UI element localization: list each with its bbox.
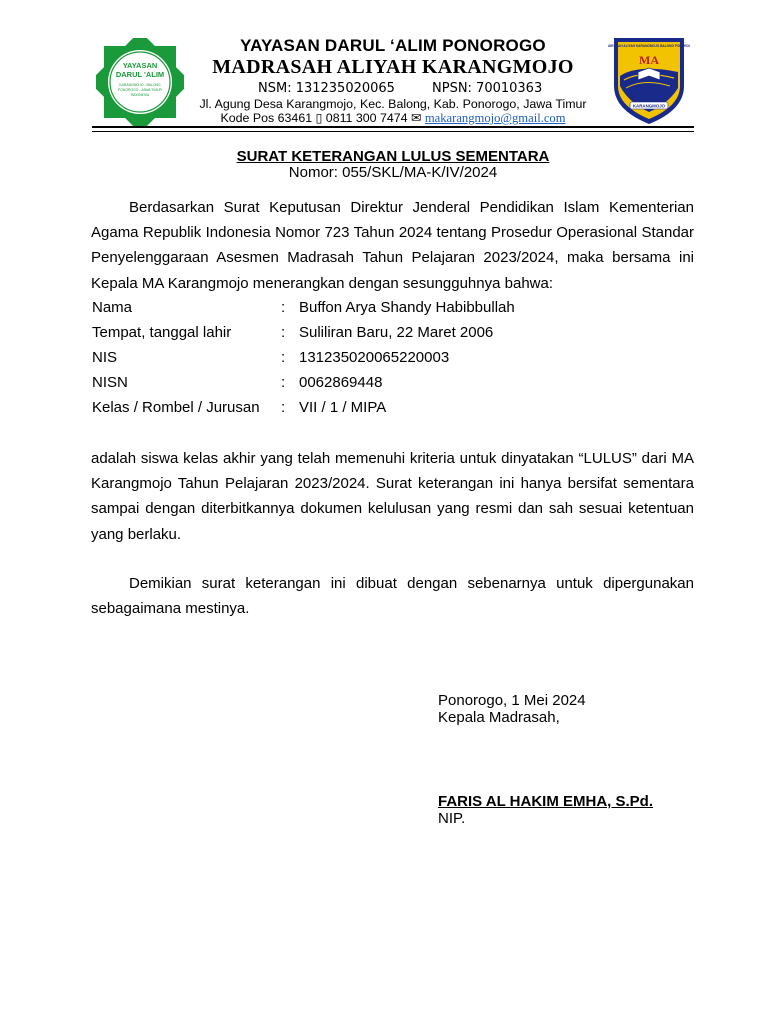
logo-left-line3: KARANGMOJO - BALONG — [119, 83, 161, 87]
field-separator: : — [281, 299, 286, 316]
postal-phone: Kode Pos 63461 ▯ 0811 300 7474 — [220, 111, 408, 125]
signatory-nip: NIP. — [438, 810, 466, 827]
logo-right-initials: MA — [639, 53, 659, 67]
logo-right-bottom-text: KARANGMOJO — [632, 103, 666, 109]
field-separator: : — [281, 399, 286, 417]
field-label: Nama — [92, 299, 133, 316]
logo-left-line1: YAYASAN — [122, 61, 158, 70]
header-rule-thin — [92, 131, 694, 132]
field-row — [92, 395, 694, 420]
statement-paragraph: adalah siswa kelas akhir yang telah memenuhi kriteria untuk dinyatakan “LULUS” dari MA Karangmojo Tahun Pelajaran 2023/2024. Surat keterangan ini hanya bersifat sementara sampai dengan diterbitkannya dokumen kelulusan yang resmi dan sah sesuai ketentuan yang berlaku. — [91, 450, 694, 543]
foundation-logo — [96, 38, 184, 126]
field-value: Buffon Arya Shandy Habibbullah — [299, 299, 515, 316]
signature-role: Kepala Madrasah, — [438, 709, 560, 726]
field-label: NISN — [92, 374, 128, 392]
field-separator: : — [281, 324, 286, 342]
signatory-name: FARIS AL HAKIM EMHA, S.Pd. — [438, 793, 654, 810]
field-row — [92, 370, 694, 395]
school-name: MADRASAH ALIYAH KARANGMOJO — [212, 56, 574, 78]
field-row — [92, 320, 694, 345]
npsn-number: NPSN: 70010363 — [432, 81, 543, 96]
field-value: 131235020065220003 — [299, 349, 450, 367]
field-separator: : — [281, 374, 286, 392]
field-row — [92, 345, 694, 370]
logo-left-line4: PONOROGO - JAWA TIMUR — [118, 88, 162, 92]
contact-line — [188, 110, 598, 126]
field-value: Suliliran Baru, 22 Maret 2006 — [299, 324, 494, 342]
logo-left-line2: DARUL 'ALIM — [115, 70, 165, 79]
nsm-number: NSM: 131235020065 — [258, 81, 395, 96]
field-label: NIS — [92, 349, 118, 367]
logo-right-top-text: MADRASAH ALIYAH KARANGMOJO BALONG PONOROGO — [608, 44, 690, 48]
school-address: Jl. Agung Desa Karangmojo, Kec. Balong, Kab. Ponorogo, Jawa Timur — [199, 97, 587, 111]
school-logo — [608, 34, 690, 126]
registration-ids — [258, 81, 548, 96]
field-value: VII / 1 / MIPA — [299, 399, 387, 417]
signature-place-date: Ponorogo, 1 Mei 2024 — [438, 692, 586, 709]
opening-paragraph: Berdasarkan Surat Keputusan Direktur Jenderal Pendidikan Islam Kementerian Agama Republik Indonesia Nomor 723 Tahun 2024 tentang Prosedur Operasional Standar Penyelenggaraan Asesmen Madrasah Tahun Pelajaran 2023/2024, maka bersama ini Kepala MA Karangmojo menerangkan dengan sesungguhnya bahwa: — [91, 199, 694, 292]
student-details — [92, 295, 694, 420]
letter-title: SURAT KETERANGAN LULUS SEMENTARA — [236, 148, 550, 165]
email-link[interactable]: makarangmojo@gmail.com — [424, 111, 566, 125]
letter-number: Nomor: 055/SKL/MA-K/IV/2024 — [288, 164, 498, 181]
field-row — [92, 295, 694, 320]
field-label: Kelas / Rombel / Jurusan — [92, 399, 260, 417]
closing-paragraph: Demikian surat keterangan ini dibuat dengan sebenarnya untuk dipergunakan sebagaimana mestinya. — [91, 575, 694, 618]
field-separator: : — [281, 349, 286, 367]
header-rule-thick — [92, 126, 694, 128]
foundation-name: YAYASAN DARUL ‘ALIM PONOROGO — [240, 36, 546, 55]
mail-icon: ✉ — [411, 111, 422, 125]
field-label: Tempat, tanggal lahir — [92, 324, 232, 342]
field-value: 0062869448 — [299, 374, 383, 392]
logo-left-line5: INDONESIA — [130, 93, 150, 97]
